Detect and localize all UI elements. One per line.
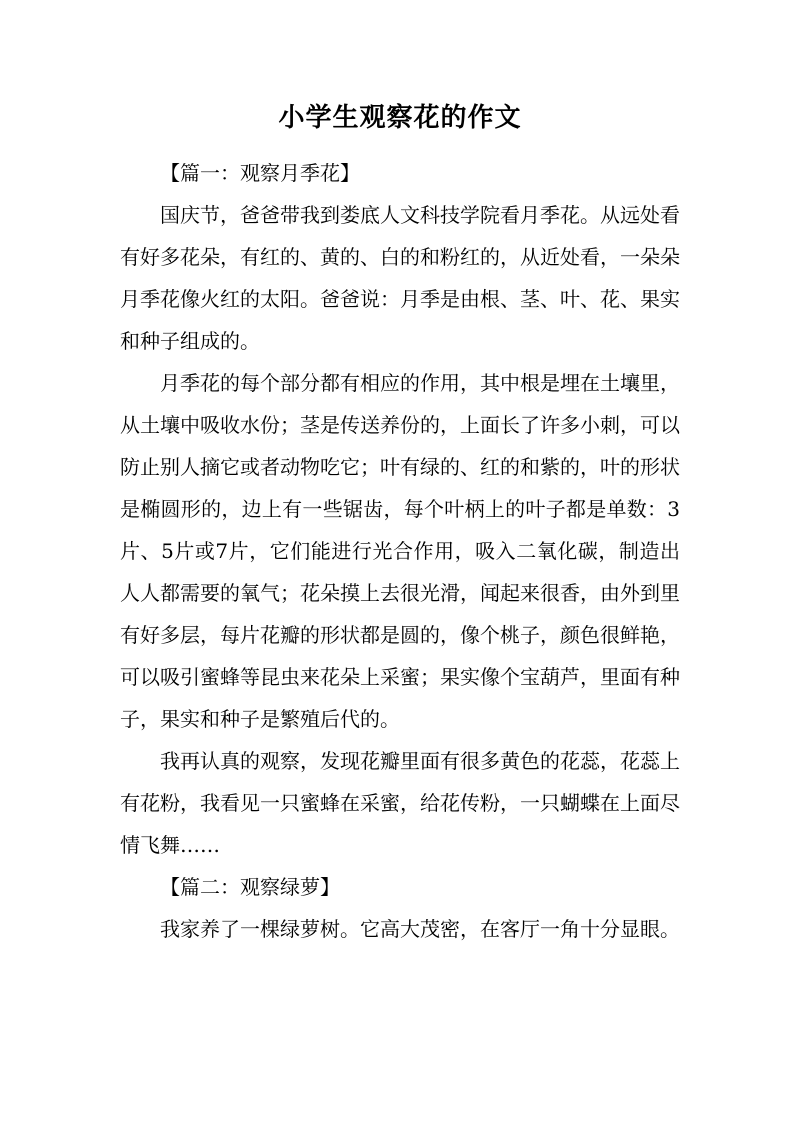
section-1-heading: 【篇一：观察月季花】 (160, 161, 360, 185)
section-2-heading: 【篇二：观察绿萝】 (160, 875, 340, 899)
section-1-paragraph-3: 我再认真的观察，发现花瓣里面有很多黄色的花蕊，花蕊上有花粉，我看见一只蜜蜂在采蜜，给花传粉，一只蝴蝶在上面尽情飞舞…… (120, 749, 680, 857)
document-body (120, 152, 680, 950)
section-2-paragraph-1: 我家养了一棵绿萝树。它高大茂密，在客厅一角十分显眼。 (160, 917, 680, 941)
section-1-paragraph-1: 国庆节，爸爸带我到娄底人文科技学院看月季花。从远处看有好多花朵，有红的、黄的、白的和粉红的，从近处看，一朵朵月季花像火红的太阳。爸爸说：月季是由根、茎、叶、花、果实和种子组成的。 (120, 203, 680, 353)
section-1-paragraph-2: 月季花的每个部分都有相应的作用，其中根是埋在土壤里，从土壤中吸收水份；茎是传送养份的，上面长了许多小刺，可以防止别人摘它或者动物吃它；叶有绿的、红的和紫的，叶的形状是椭圆形的，边上有一些锯齿，每个叶柄上的叶子都是单数：3片、5片或7片，它们能进行光合作用，吸入二氧化碳，制造出人人都需要的氧气；花朵摸上去很光滑，闻起来很香，由外到里有好多层，每片花瓣的形状都是圆的，像个桃子，颜色很鲜艳，可以吸引蜜蜂等昆虫来花朵上采蜜；果实像个宝葫芦，里面有种子，果实和种子是繁殖后代的。 (120, 371, 680, 731)
document-title: 小学生观察花的作文 (278, 103, 522, 133)
